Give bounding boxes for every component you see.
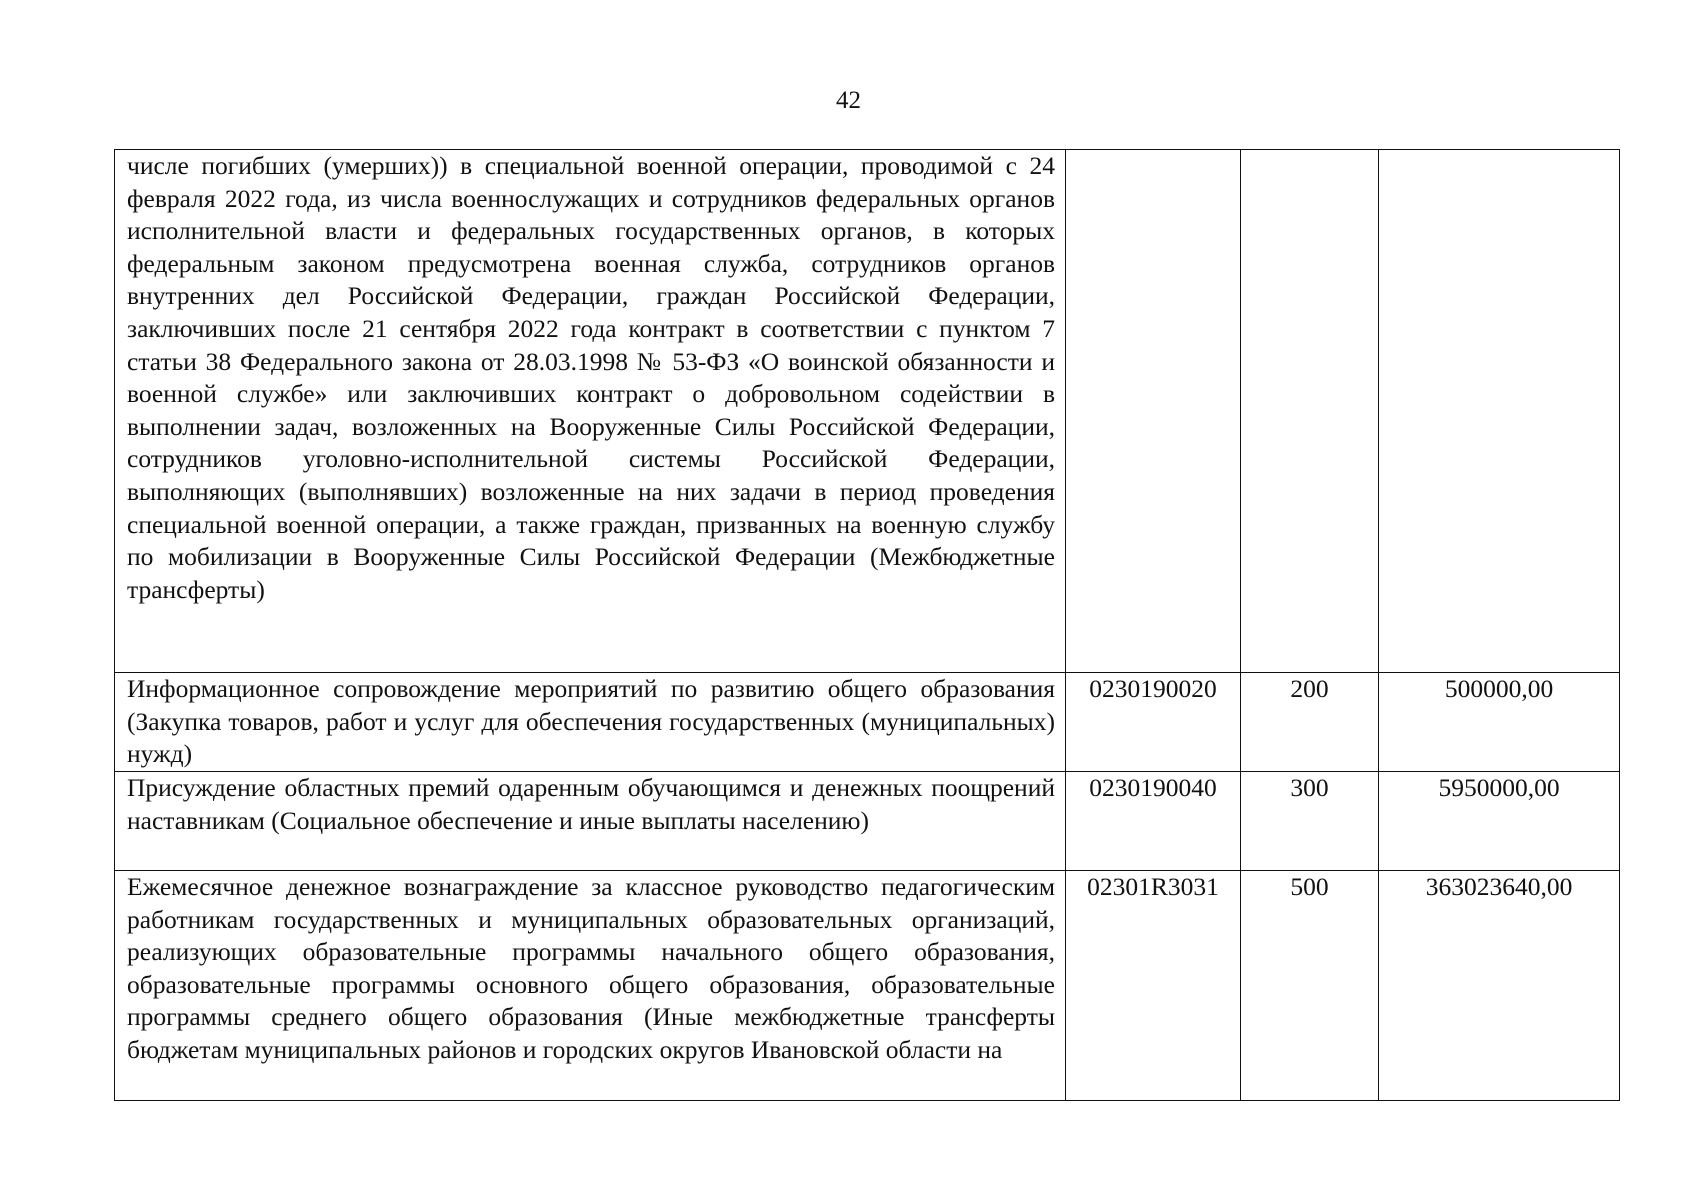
table-row	[115, 150, 1620, 673]
row-expense-type: 500	[1241, 871, 1379, 1101]
row-expense-type	[1241, 150, 1379, 673]
row-name: числе погибших (умерших)) в специальной военной операции, проводимой с 24 февраля 2022 года, из числа военнослужащих и сотрудников федеральных органов исполнительной власти и федеральных государственных органов, в которых федеральным законом предусмотрена военная служба, сотрудников органов внутренних дел Российской Федерации, граждан Российской Федерации, заключивших после 21 сентября 2022 года контракт в соответствии с пунктом 7 статьи 38 Федерального закона от 28.03.1998 № 53-ФЗ «О воинской обязанности и военной службе» или заключивших контракт о добровольном содействии в выполнении задач, возложенных на Вооруженные Силы Российской Федерации, сотрудников уголовно-исполнительной системы Российской Федерации, выполняющих (выполнявших) возложенные на них задачи в период проведения специальной военной операции, а также граждан, призванных на военную службу по мобилизации в Вооруженные Силы Российской Федерации (Межбюджетные трансферты)	[127, 151, 1055, 604]
table-row	[115, 772, 1620, 871]
row-name: Ежемесячное денежное вознаграждение за классное руководство педагогическим работникам государственных и муниципальных образовательных организаций, реализующих образовательные программы начального общего образования, образовательные программы основного общего образования, образовательные программы среднего общего образования (Иные межбюджетные трансферты бюджетам муниципальных районов и городских округов Ивановской области на	[127, 872, 1055, 1064]
row-expense-type: 200	[1241, 673, 1379, 772]
row-name: Присуждение областных премий одаренным обучающимся и денежных поощрений наставникам (Социальное обеспечение и иные выплаты населению)	[127, 773, 1055, 835]
row-code: 0230190040	[1066, 772, 1241, 871]
row-sum: 500000,00	[1379, 673, 1620, 772]
row-name-cell	[115, 150, 1066, 673]
row-sum	[1379, 150, 1620, 673]
row-code: 0230190020	[1066, 673, 1241, 772]
budget-table	[114, 149, 1620, 1101]
table-row	[115, 673, 1620, 772]
row-name-cell	[115, 673, 1066, 772]
row-name-cell	[115, 772, 1066, 871]
table-row	[115, 871, 1620, 1101]
page-number: 42	[836, 87, 861, 114]
row-code	[1066, 150, 1241, 673]
row-name: Информационное сопровождение мероприятий по развитию общего образования (Закупка товаров, работ и услуг для обеспечения государственных (муниципальных) нужд)	[127, 674, 1055, 769]
row-sum: 5950000,00	[1379, 772, 1620, 871]
row-expense-type: 300	[1241, 772, 1379, 871]
row-sum: 363023640,00	[1379, 871, 1620, 1101]
row-name-cell	[115, 871, 1066, 1101]
row-code: 02301R3031	[1066, 871, 1241, 1101]
